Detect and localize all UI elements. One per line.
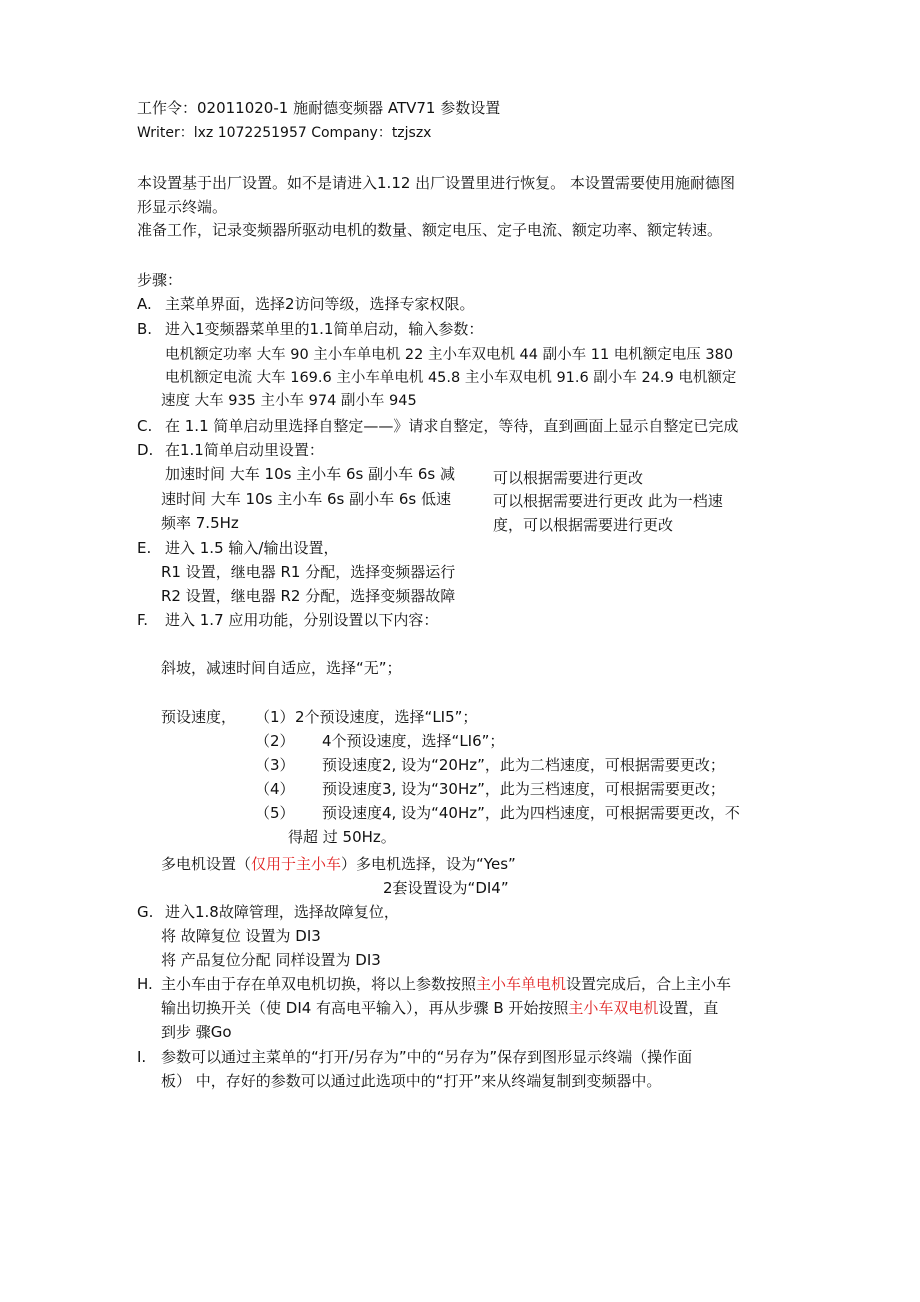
multi-motor-suffix: ）多电机选择，设为“Yes” bbox=[341, 855, 516, 873]
intro-line-1: 本设置基于出厂设置。如不是请进入1.12 出厂设置里进行恢复。 本设置需要使用施耐德图 bbox=[137, 174, 735, 192]
intro-line-2: 形显示终端。 bbox=[137, 198, 228, 216]
step-d-text: 在1.1简单启动里设置： bbox=[165, 441, 324, 459]
preset-2-num: （2） bbox=[255, 732, 295, 750]
step-h-l1-b: 设置完成后，合上主小车 bbox=[566, 975, 732, 993]
preset-4-num: （4） bbox=[255, 780, 295, 798]
step-d-note-1: 可以根据需要进行更改 bbox=[493, 469, 644, 487]
step-d-low-speed: 频率 7.5Hz bbox=[161, 514, 239, 532]
step-h-l2-highlight: 主小车双电机 bbox=[568, 999, 659, 1017]
step-h-marker: H. bbox=[137, 975, 153, 993]
step-e-r1: R1 设置，继电器 R1 分配，选择变频器运行 bbox=[161, 563, 456, 581]
preset-5-num: （5） bbox=[255, 804, 295, 822]
intro-line-3: 准备工作，记录变频器所驱动电机的数量、额定电压、定子电流、额定功率、额定转速。 bbox=[137, 221, 723, 239]
step-h-l2-a: 输出切换开关（使 DI4 有高电平输入），再从步骤 B 开始按照 bbox=[161, 999, 569, 1017]
step-e-r2: R2 设置，继电器 R2 分配，选择变频器故障 bbox=[161, 587, 456, 605]
step-g-fault-reset: 将 故障复位 设置为 DI3 bbox=[161, 927, 321, 945]
step-f-ramp: 斜坡，减速时间自适应，选择“无”； bbox=[161, 659, 402, 677]
step-g-text: 进入1.8故障管理，选择故障复位， bbox=[165, 903, 399, 921]
preset-5-text: 预设速度4, 设为“40Hz”，此为四档速度，可根据需要更改，不 bbox=[322, 804, 740, 822]
preset-1-num: （1） bbox=[255, 708, 295, 726]
preset-5-continuation: 得超 过 50Hz。 bbox=[288, 828, 396, 846]
step-e-text: 进入 1.5 输入/输出设置， bbox=[165, 539, 339, 557]
step-d-note-3: 度，可以根据需要进行更改 bbox=[493, 516, 674, 534]
step-b-text: 进入1变频器菜单里的1.1简单启动，输入参数： bbox=[165, 320, 484, 338]
step-h-line-3: 到步 骤Go bbox=[161, 1023, 232, 1041]
step-g-marker: G. bbox=[137, 903, 154, 921]
multi-motor-prefix: 多电机设置（ bbox=[161, 855, 252, 873]
step-b-rated-power: 电机额定功率 大车 90 主小车单电机 22 主小车双电机 44 副小车 11 电机额定电压 380 bbox=[165, 347, 734, 363]
step-d-decel-time: 速时间 大车 10s 主小车 6s 副小车 6s 低速 bbox=[161, 490, 451, 508]
preset-3-num: （3） bbox=[255, 756, 295, 774]
step-h-l1-highlight: 主小车单电机 bbox=[476, 975, 567, 993]
step-h-l2-b: 设置，直 bbox=[658, 999, 719, 1017]
step-g-product-reset: 将 产品复位分配 同样设置为 DI3 bbox=[161, 951, 381, 969]
step-a-text: 主菜单界面，选择2访问等级，选择专家权限。 bbox=[165, 295, 475, 313]
step-e-marker: E. bbox=[137, 539, 152, 557]
step-i-line-2: 板） 中，存好的参数可以通过此选项中的“打开”来从终端复制到变频器中。 bbox=[161, 1072, 662, 1090]
step-d-marker: D. bbox=[137, 441, 154, 459]
step-h-l1-a: 主小车由于存在单双电机切换，将以上参数按照 bbox=[161, 975, 477, 993]
step-d-note-2: 可以根据需要进行更改 此为一档速 bbox=[493, 492, 723, 510]
preset-1-text: 2个预设速度，选择“LI5”； bbox=[295, 708, 478, 726]
step-b-rated-speed: 速度 大车 935 主小车 974 副小车 945 bbox=[161, 393, 417, 409]
step-f-preset-label: 预设速度， bbox=[161, 708, 237, 726]
document-title: 工作令：02011020-1 施耐德变频器 ATV71 参数设置 bbox=[137, 99, 501, 117]
step-f-multi-motor bbox=[161, 852, 516, 876]
preset-2-text: 4个预设速度，选择“LI6”； bbox=[322, 732, 505, 750]
step-h-line-2 bbox=[161, 996, 718, 1020]
step-f-text: 进入 1.7 应用功能，分别设置以下内容： bbox=[165, 611, 439, 629]
step-i-line-1: 参数可以通过主菜单的“打开/另存为”中的“另存为”保存到图形显示终端（操作面 bbox=[161, 1048, 693, 1066]
step-b-rated-current: 电机额定电流 大车 169.6 主小车单电机 45.8 主小车双电机 91.6 副小车 24.9 电机额定 bbox=[165, 370, 737, 386]
preset-4-text: 预设速度3, 设为“30Hz”，此为三档速度，可根据需要更改； bbox=[322, 780, 725, 798]
step-h-line-1 bbox=[161, 972, 731, 996]
step-c-marker: C. bbox=[137, 417, 153, 435]
step-b-marker: B. bbox=[137, 320, 153, 338]
preset-3-text: 预设速度2, 设为“20Hz”，此为二档速度，可根据需要更改； bbox=[322, 756, 725, 774]
steps-heading: 步骤： bbox=[137, 271, 183, 289]
step-c-text: 在 1.1 简单启动里选择自整定——》请求自整定，等待，直到画面上显示自整定已完成 bbox=[165, 417, 739, 435]
step-f-marker: F. bbox=[137, 611, 148, 629]
multi-motor-highlight: 仅用于主小车 bbox=[251, 855, 342, 873]
step-d-accel-time: 加速时间 大车 10s 主小车 6s 副小车 6s 减 bbox=[165, 465, 455, 483]
step-f-multi-motor-2: 2套设置设为“DI4” bbox=[383, 879, 509, 897]
step-i-marker: I. bbox=[137, 1048, 147, 1066]
step-a-marker: A. bbox=[137, 295, 152, 313]
writer-line: Writer：lxz 1072251957 Company：tzjszx bbox=[137, 125, 432, 141]
